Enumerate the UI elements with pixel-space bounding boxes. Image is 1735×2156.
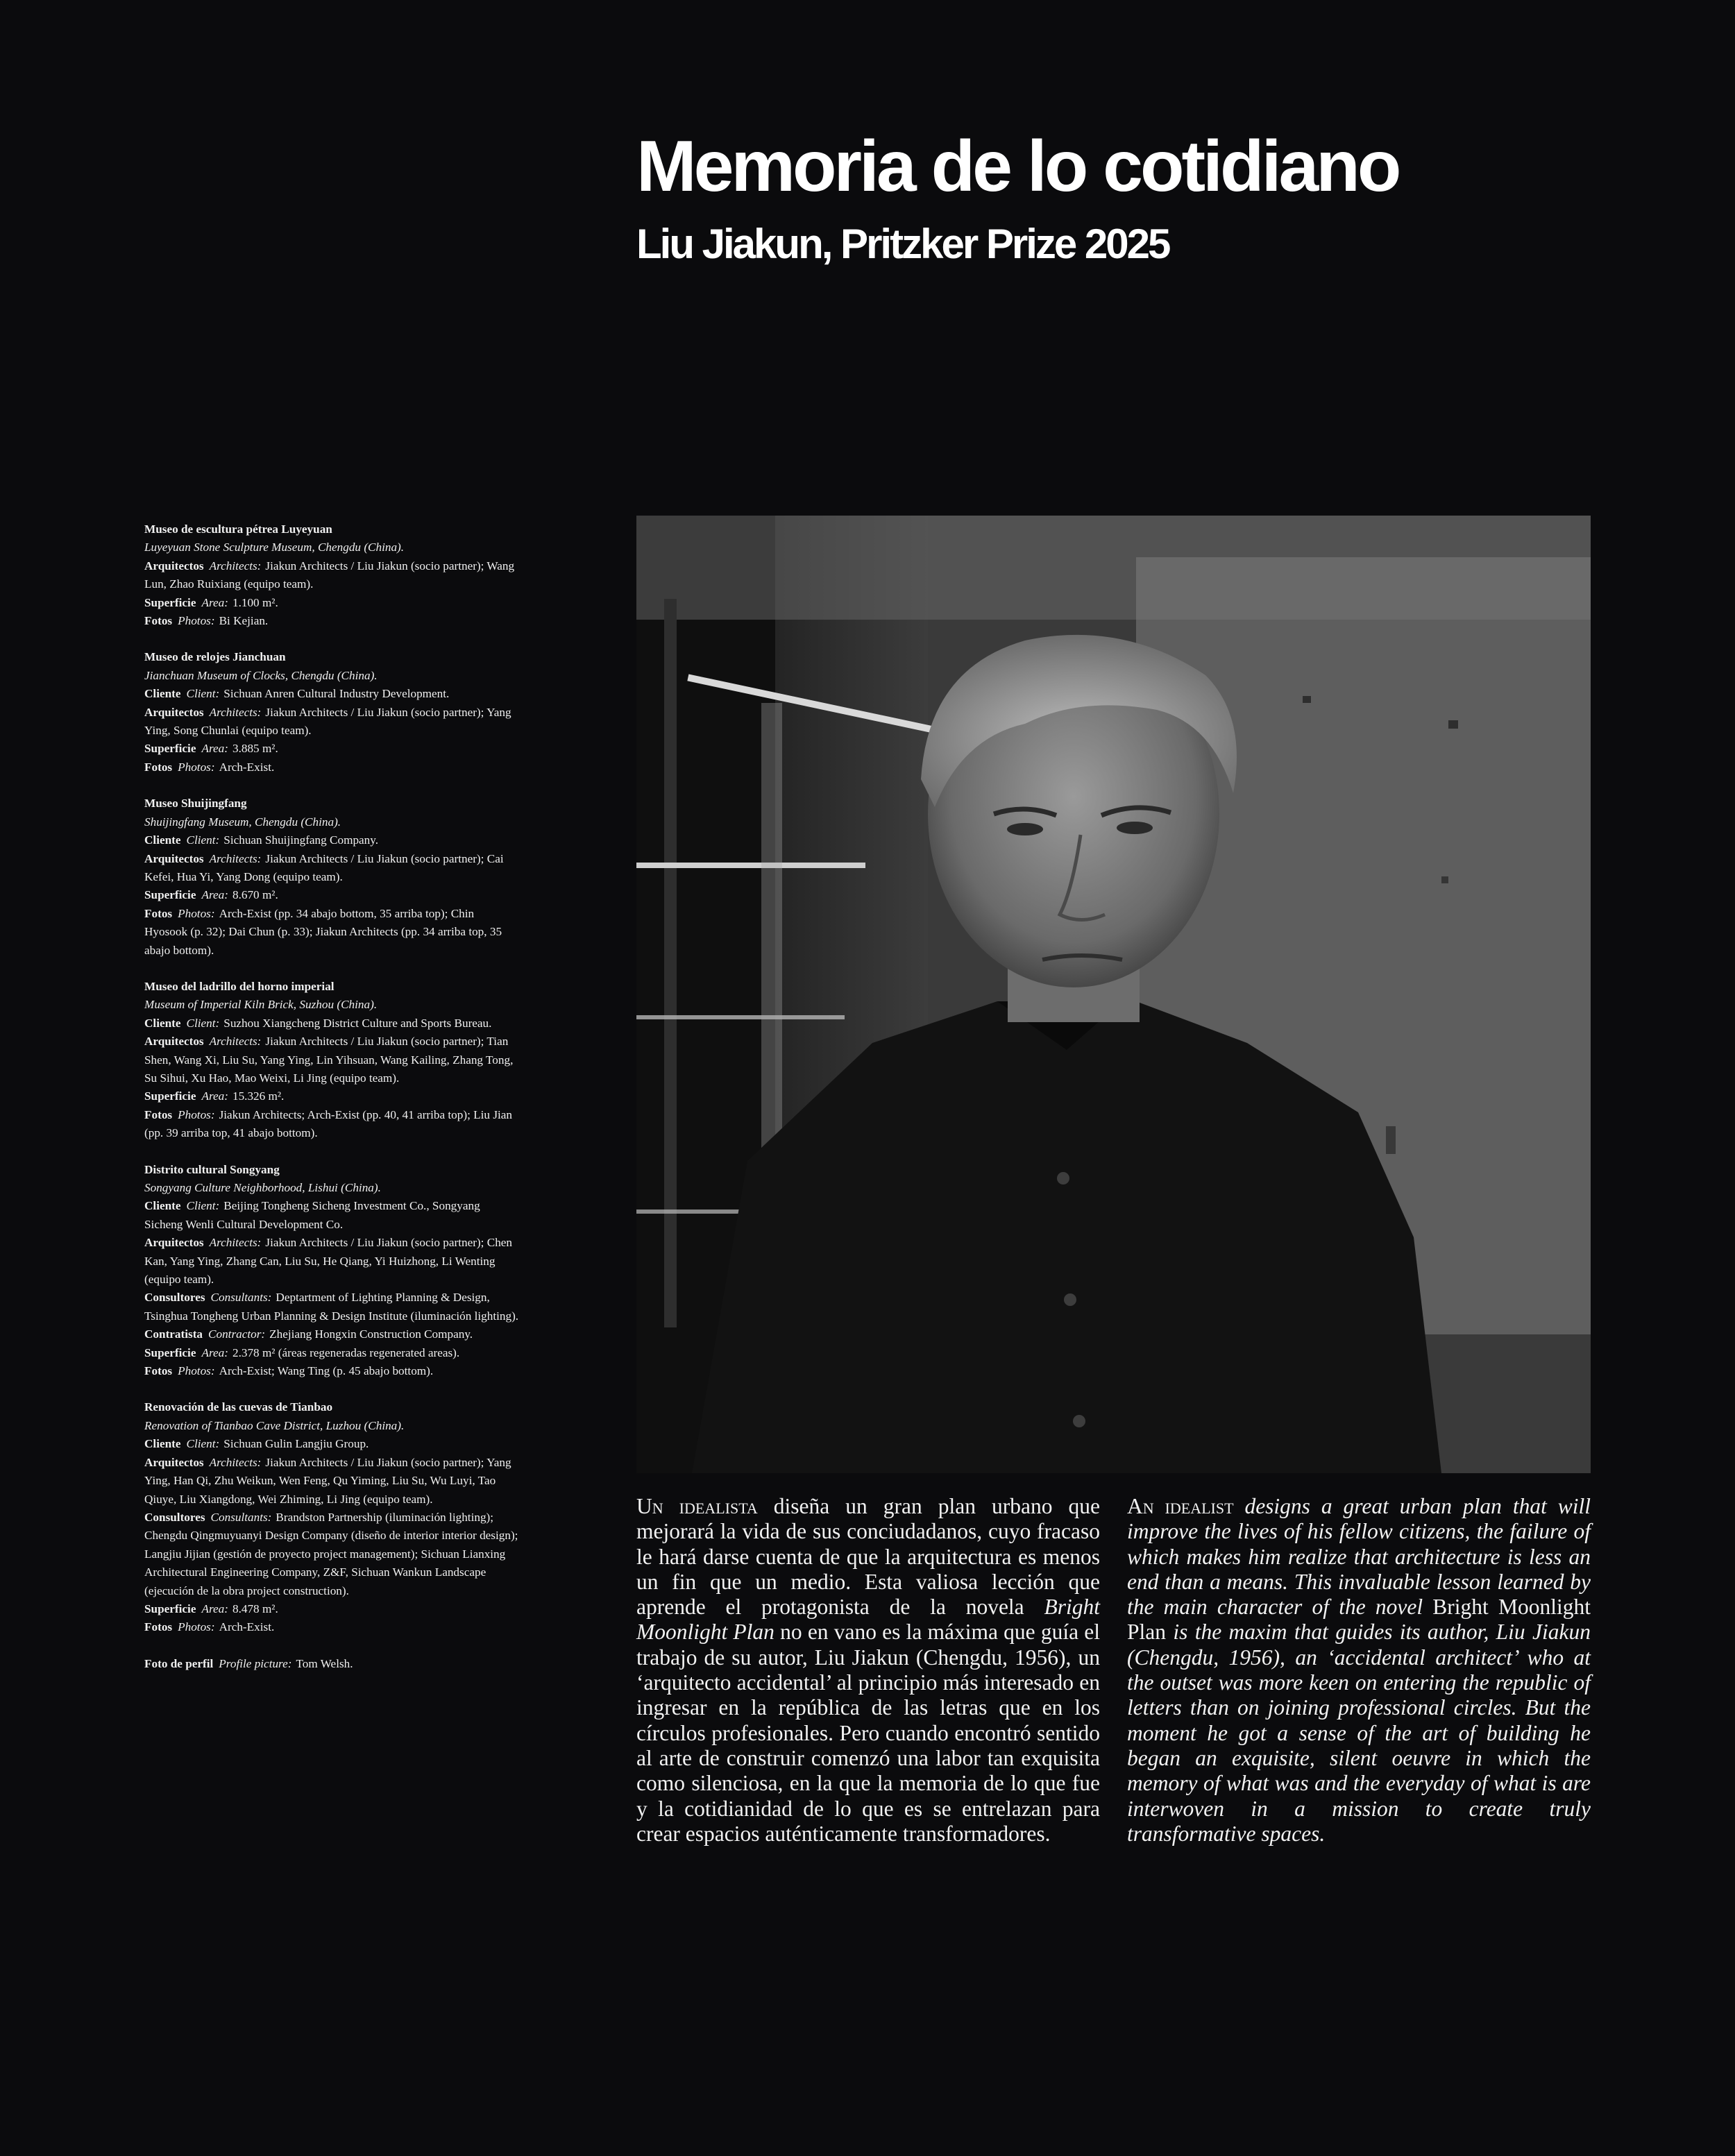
lead-in: An idealist (1127, 1494, 1234, 1518)
credit-label-en: Client: (186, 1437, 220, 1451)
credit-text: Arch-Exist. (219, 1620, 275, 1634)
credit-row (144, 1234, 519, 1289)
credit-label-en: Architects: (209, 851, 262, 865)
credit-row (144, 594, 519, 612)
credit-row (144, 557, 519, 594)
credit-label-en: Photos: (178, 760, 215, 774)
credit-label-en: Client: (186, 833, 220, 847)
credit-row (144, 740, 519, 758)
credit-row (144, 1325, 519, 1343)
credit-row (144, 1618, 519, 1636)
credit-label-en: Area: (201, 1089, 228, 1103)
credit-row (144, 612, 519, 630)
credit-text: 8.478 m². (232, 1602, 278, 1615)
project-name-en: Renovation of Tianbao Cave District, Luzhou (China). (144, 1418, 405, 1432)
credit-label: Fotos (144, 1620, 173, 1634)
credit-label: Superficie (144, 1089, 196, 1103)
credit-text: 3.885 m². (232, 742, 278, 756)
credit-label-en: Photos: (178, 614, 215, 628)
credit-block (144, 1161, 519, 1381)
credit-label: Contratista (144, 1327, 203, 1341)
credit-label-en: Architects: (209, 559, 262, 572)
credit-label-en: Photos: (178, 906, 215, 920)
credit-text: Jiakun Architects / Liu Jiakun (socio partner); Yang Ying, Han Qi, Zhu Weikun, Wen Feng, Qu Yiming, Liu Su, Wu Luyi, Tao Qiuye, Liu Xiangdong, Wei Zhiming, Li Jing (equipo team). (144, 1455, 511, 1506)
credit-label: Consultores (144, 1510, 205, 1524)
credit-text: Sichuan Anren Cultural Industry Development. (223, 687, 450, 701)
credit-block (144, 795, 519, 960)
credit-label: Foto de perfil (144, 1656, 214, 1670)
credit-label-en: Area: (201, 888, 228, 902)
credit-label: Arquitectos (144, 1236, 204, 1250)
credit-row (144, 1015, 519, 1033)
project-name: Museo Shuijingfang (144, 797, 247, 810)
credit-text: Sichuan Shuijingfang Company. (223, 833, 379, 847)
credit-block (144, 648, 519, 776)
credit-label: Cliente (144, 687, 181, 701)
credit-label: Fotos (144, 1107, 173, 1121)
credit-text: Jiakun Architects / Liu Jiakun (socio partner); Yang Ying, Song Chunlai (equipo team). (144, 705, 511, 738)
book-title: Bright Moonlight Plan (1127, 1595, 1591, 1645)
credit-label: Arquitectos (144, 1035, 204, 1049)
credit-row (144, 1435, 519, 1453)
credit-block (144, 520, 519, 630)
project-name: Distrito cultural Songyang (144, 1162, 280, 1176)
credit-text: 15.326 m². (232, 1089, 285, 1103)
body-text-part: is the maxim that guides its author, Liu Jiakun (Chengdu, 1956), an ‘accidental architect’ who at the outset was more keen on entering the republic of letters than on joining professional circles. But the moment he got a sense of the art of building he began an exquisite, silent oeuvre in which the memory of what was and the everyday of what is are interwoven in a mission to create truly transformative spaces. (1127, 1620, 1591, 1846)
credit-row (144, 886, 519, 904)
credit-text: Suzhou Xiangcheng District Culture and Sports Bureau. (223, 1016, 492, 1030)
credit-text: Jiakun Architects / Liu Jiakun (socio partner); Wang Lun, Zhao Ruixiang (equipo team). (144, 559, 515, 591)
credit-label: Cliente (144, 833, 181, 847)
credit-text: 1.100 m². (232, 595, 278, 609)
credit-label: Fotos (144, 760, 173, 774)
credit-row (144, 1087, 519, 1105)
credit-text: Jiakun Architects / Liu Jiakun (socio partner); Tian Shen, Wang Xi, Liu Su, Yang Ying, Lin Yihsuan, Wang Kailing, Zhang Tong, Su Sihui, Xu Hao, Mao Weixi, Li Jing (equipo team). (144, 1035, 514, 1085)
project-name: Renovación de las cuevas de Tianbao (144, 1400, 333, 1414)
credit-label: Fotos (144, 614, 173, 628)
credit-label-en: Client: (186, 1016, 220, 1030)
credit-text: Arch-Exist (pp. 34 abajo bottom, 35 arriba top); Chin Hyosook (p. 32); Dai Chun (p. 33); Jiakun Architects (pp. 34 arriba top, 35 abajo bottom). (144, 906, 502, 957)
credit-block (144, 978, 519, 1143)
credit-label-en: Architects: (209, 1035, 262, 1049)
credit-text: Deptartment of Lighting Planning & Design, Tsinghua Tongheng Urban Planning & Design Institute (iluminación lighting). (144, 1291, 519, 1323)
credit-row (144, 1033, 519, 1087)
credit-text: Beijing Tongheng Sicheng Investment Co., Songyang Sicheng Wenli Cultural Development Co. (144, 1199, 480, 1231)
credit-row (144, 1197, 519, 1234)
credit-label-en: Area: (201, 1346, 228, 1359)
credit-text: Zhejiang Hongxin Construction Company. (269, 1327, 473, 1341)
project-name: Museo de relojes Jianchuan (144, 650, 286, 664)
credit-label: Superficie (144, 595, 196, 609)
portrait-photo (636, 516, 1591, 1473)
credit-label-en: Photos: (178, 1620, 215, 1634)
credit-text: Jiakun Architects; Arch-Exist (pp. 40, 41 arriba top); Liu Jian (pp. 39 arriba top, 41 abajo bottom). (144, 1107, 513, 1140)
credit-label-en: Contractor: (208, 1327, 266, 1341)
body-text-part: designs a great urban plan that will improve the lives of his fellow citizens, the failure of which makes him realize that architecture is less an end than a means. This invaluable lesson learned by the main character of the novel (1127, 1494, 1591, 1620)
credit-row (144, 1106, 519, 1143)
credit-row (144, 1289, 519, 1325)
credit-label-en: Architects: (209, 705, 262, 719)
project-name: Museo del ladrillo del horno imperial (144, 979, 335, 993)
page-subtitle: Liu Jiakun, Pritzker Prize 2025 (636, 221, 1169, 267)
credit-row (144, 1600, 519, 1618)
credit-row (144, 685, 519, 703)
credit-label-en: Profile picture: (219, 1656, 292, 1670)
credit-label: Fotos (144, 906, 173, 920)
credit-row (144, 1344, 519, 1362)
body-text-es (636, 1494, 1100, 1847)
project-credits (144, 520, 519, 1673)
credit-row (144, 1509, 519, 1600)
credit-row (144, 1362, 519, 1380)
credit-label-en: Photos: (178, 1107, 215, 1121)
credit-label-en: Consultants: (210, 1291, 272, 1305)
credit-label: Superficie (144, 1602, 196, 1615)
credit-label: Arquitectos (144, 1455, 204, 1469)
credit-label-en: Architects: (209, 1455, 262, 1469)
credit-label: Cliente (144, 1016, 181, 1030)
profile-photo-credit (144, 1655, 519, 1673)
credit-label: Consultores (144, 1291, 205, 1305)
project-name-en: Songyang Culture Neighborhood, Lishui (China). (144, 1181, 381, 1194)
credit-row (144, 704, 519, 740)
credit-text: Jiakun Architects / Liu Jiakun (socio partner); Cai Kefei, Hua Yi, Yang Dong (equipo team). (144, 851, 504, 883)
credit-text: 2.378 m² (áreas regeneradas regenerated areas). (232, 1346, 460, 1359)
credit-label-en: Photos: (178, 1364, 215, 1378)
credit-label: Cliente (144, 1437, 181, 1451)
credit-label: Superficie (144, 742, 196, 756)
credit-label: Arquitectos (144, 705, 204, 719)
credit-row (144, 831, 519, 849)
project-name-en: Museum of Imperial Kiln Brick, Suzhou (China). (144, 998, 378, 1012)
credit-text: Brandston Partnership (iluminación lighting); Chengdu Qingmuyuanyi Design Company (diseño de interior interior design); Langjiu Jijian (gestión de proyecto project management); Sichuan Lianxing Architectural Engineering Company, Z&F, Sichuan Wankun Landscape (ejecución de la obra project construction). (144, 1510, 518, 1597)
credit-row (144, 758, 519, 776)
page-title: Memoria de lo cotidiano (636, 126, 1399, 207)
credit-row (144, 1454, 519, 1509)
credit-text: Arch-Exist. (219, 760, 275, 774)
credit-label: Arquitectos (144, 559, 204, 572)
credit-text: 8.670 m². (232, 888, 278, 902)
project-name-en: Luyeyuan Stone Sculpture Museum, Chengdu (China). (144, 541, 405, 554)
credit-block (144, 1398, 519, 1636)
credit-label: Cliente (144, 1199, 181, 1213)
credit-label: Fotos (144, 1364, 173, 1378)
credit-label-en: Consultants: (210, 1510, 272, 1524)
lead-in: Un idealista (636, 1494, 758, 1518)
credit-label-en: Client: (186, 1199, 220, 1213)
body-text-part: no en vano es la máxima que guía el trabajo de su autor, Liu Jiakun (Chengdu, 1956), un ‘arquitecto accidental’ al principio más interesado en ingresar en la república de las letras que en los círculos profesionales. Pero cuando encontró sentido al arte de construir comenzó una labor tan exquisita como silenciosa, en la que la memoria de lo que fue y la cotidianidad de lo que es se entrelazan para crear espacios auténticamente transformadores. (636, 1620, 1100, 1846)
credit-label: Arquitectos (144, 851, 204, 865)
credit-label-en: Area: (201, 742, 228, 756)
credit-row (144, 905, 519, 960)
project-name: Museo de escultura pétrea Luyeyuan (144, 523, 332, 536)
project-name-en: Jianchuan Museum of Clocks, Chengdu (China). (144, 668, 378, 682)
credit-text: Bi Kejian. (219, 614, 269, 628)
credit-label-en: Architects: (209, 1236, 262, 1250)
book-title: Bright Moonlight Plan (636, 1595, 1100, 1645)
credit-label-en: Client: (186, 687, 220, 701)
body-text-part: diseña un gran plan urbano que mejorará la vida de sus conciudadanos, cuyo fracaso le hará darse cuenta de que la arquitectura es menos un fin que un medio. Esta valiosa lección que aprende el protagonista de la novela (636, 1494, 1100, 1620)
credit-label-en: Area: (201, 595, 228, 609)
portrait-illustration (636, 516, 1591, 1473)
credit-label-en: Area: (201, 1602, 228, 1615)
body-text-en (1127, 1494, 1591, 1847)
credit-row (144, 850, 519, 887)
credit-text: Arch-Exist; Wang Ting (p. 45 abajo bottom). (219, 1364, 434, 1378)
credit-label: Superficie (144, 888, 196, 902)
credit-label: Superficie (144, 1346, 196, 1359)
credit-text: Jiakun Architects / Liu Jiakun (socio partner); Chen Kan, Yang Ying, Zhang Can, Liu Su, He Qiang, Yi Huizhong, Li Wenting (equipo team). (144, 1236, 513, 1287)
credit-text: Tom Welsh. (296, 1656, 353, 1670)
project-name-en: Shuijingfang Museum, Chengdu (China). (144, 815, 341, 829)
credit-text: Sichuan Gulin Langjiu Group. (223, 1437, 369, 1451)
